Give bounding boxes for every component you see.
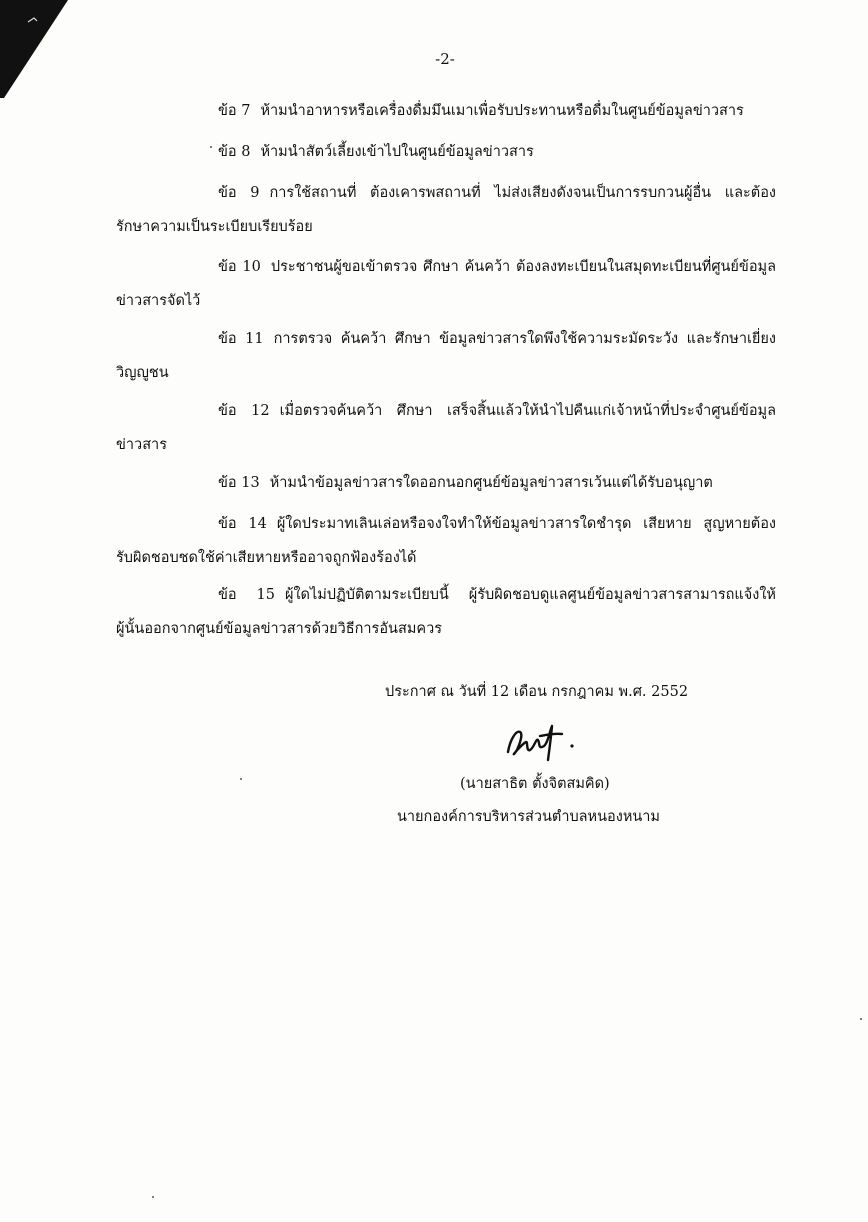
clause-text: ห้ามนำอาหารหรือเครื่องดื่มมึนเมาเพื่อรับประทานหรือดื่มในศูนย์ข้อมูลข่าวสาร <box>260 103 744 119</box>
clause-line <box>116 507 776 541</box>
clause-13 <box>116 466 776 500</box>
announcement-date: ประกาศ ณ วันที่ 12 เดือน กรกฎาคม พ.ศ. 2552 <box>385 684 689 700</box>
clause-number: ข้อ 11 <box>218 331 264 347</box>
clause-10 <box>116 250 776 318</box>
clause-line <box>116 394 776 428</box>
clause-9 <box>116 176 776 244</box>
clause-number: ข้อ 14 <box>218 516 267 532</box>
clause-number: ข้อ 13 <box>218 475 260 491</box>
clause-line <box>116 466 776 500</box>
clause-text: เมื่อตรวจค้นคว้า ศึกษา เสร็จสิ้นแล้วให้นำไปคืนแก่เจ้าหน้าที่ประจำศูนย์ข้อมูล <box>279 403 776 419</box>
clause-number: ข้อ 8 <box>218 144 251 160</box>
clause-continuation: ข่าวสาร <box>116 437 167 453</box>
clause-line <box>116 135 776 169</box>
clause-continuation: ผู้นั้นออกจากศูนย์ข้อมูลข่าวสารด้วยวิธีการอันสมควร <box>116 621 443 637</box>
clause-text: การใช้สถานที่ ต้องเคารพสถานที่ ไม่ส่งเสียงดังจนเป็นการรบกวนผู้อื่น และต้อง <box>269 185 776 201</box>
scan-speck <box>210 146 212 148</box>
clause-continuation: วิญญูชน <box>116 365 169 381</box>
clause-number: ข้อ 7 <box>218 103 251 119</box>
clause-text: ผู้ใดประมาทเลินเล่อหรือจงใจทำให้ข้อมูลข่าวสารใดชำรุด เสียหาย สูญหายต้อง <box>276 516 776 532</box>
clause-text: ห้ามนำข้อมูลข่าวสารใดออกนอกศูนย์ข้อมูลข่าวสารเว้นแต่ได้รับอนุญาต <box>269 475 713 491</box>
clause-7 <box>116 94 776 128</box>
clause-line <box>116 250 776 284</box>
clause-text: ห้ามนำสัตว์เลี้ยงเข้าไปในศูนย์ข้อมูลข่าวสาร <box>260 144 534 160</box>
signatory-name: (นายสาธิต ตั้งจิตสมคิด) <box>460 776 610 792</box>
clause-number: ข้อ 9 <box>218 185 260 201</box>
clause-number: ข้อ 15 <box>218 587 275 603</box>
clause-12 <box>116 394 776 462</box>
clause-text: ผู้ใดไม่ปฏิบัติตามระเบียบนี้ ผู้รับผิดชอบดูแลศูนย์ข้อมูลข่าวสารสามารถแจ้งให้ <box>284 587 776 603</box>
handwritten-signature <box>502 716 582 766</box>
clause-text: ประชาชนผู้ขอเข้าตรวจ ศึกษา ค้นคว้า ต้องลงทะเบียนในสมุดทะเบียนที่ศูนย์ข้อมูล <box>270 259 776 275</box>
clause-15 <box>116 578 776 646</box>
clause-line <box>116 94 776 128</box>
page-number: -2- <box>435 50 455 68</box>
clause-text: การตรวจ ค้นคว้า ศึกษา ข้อมูลข่าวสารใดพึงใช้ความระมัดระวัง และรักษาเยี่ยง <box>273 331 776 347</box>
clause-14 <box>116 507 776 575</box>
scan-speck <box>152 1196 154 1198</box>
clause-8 <box>116 135 776 169</box>
clause-line <box>116 322 776 356</box>
clause-11 <box>116 322 776 390</box>
clause-line <box>116 578 776 612</box>
clause-continuation: รักษาความเป็นระเบียบเรียบร้อย <box>116 219 313 235</box>
clause-line <box>116 176 776 210</box>
scan-speck <box>240 778 242 780</box>
signatory-position: นายกองค์การบริหารส่วนตำบลหนองหนาม <box>397 809 660 825</box>
clause-number: ข้อ 12 <box>218 403 270 419</box>
clause-continuation: ข่าวสารจัดไว้ <box>116 293 201 309</box>
clause-continuation: รับผิดชอบชดใช้ค่าเสียหายหรืออาจถูกฟ้องร้องได้ <box>116 550 417 566</box>
clause-number: ข้อ 10 <box>218 259 261 275</box>
scan-speck <box>860 1018 862 1020</box>
